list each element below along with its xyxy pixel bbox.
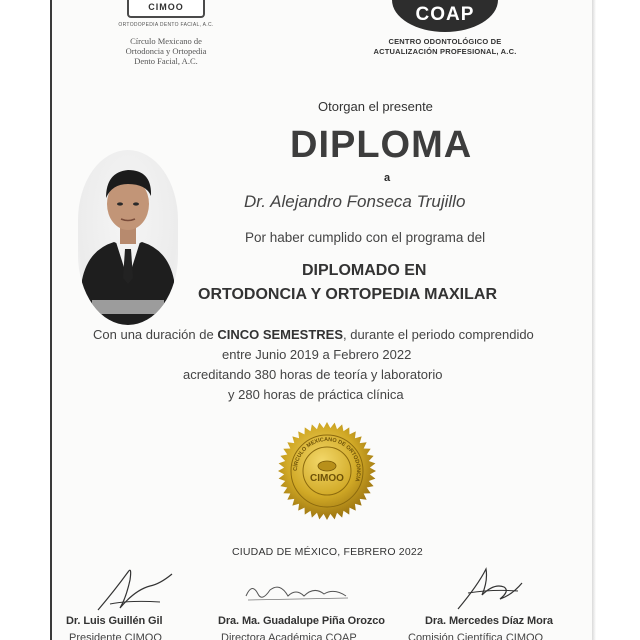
gold-seal-icon xyxy=(277,421,377,521)
cimoo-logo xyxy=(96,0,236,82)
signature-2-role: Directora Académica COAP xyxy=(221,632,357,640)
connector-text: a xyxy=(384,172,391,184)
body-line-4: y 280 horas de práctica clínica xyxy=(228,387,404,402)
coap-sub-line: CENTRO ODONTOLÓGICO DE xyxy=(388,37,502,46)
coap-subtitle xyxy=(360,37,530,56)
coap-sub-line: ACTUALIZACIÓN PROFESIONAL, A.C. xyxy=(373,46,517,56)
cimoo-banner: CIMOO xyxy=(127,0,205,18)
signature-3-icon xyxy=(448,565,528,615)
body-line-1-pre: Con una duración de xyxy=(93,327,218,342)
body-line-2: entre Junio 2019 a Febrero 2022 xyxy=(222,347,412,362)
body-line-3: acreditando 380 horas de teoría y laboratorio xyxy=(183,367,443,382)
intro-text: Otorgan el presente xyxy=(318,99,433,114)
program-line-2: ORTODONCIA Y ORTOPEDIA MAXILAR xyxy=(198,286,497,303)
seal-ring-text: CÍRCULO MEXICANO DE ORTODONCIA xyxy=(292,436,362,483)
recipient-name: Dr. Alejandro Fonseca Trujillo xyxy=(244,192,466,211)
coap-logo xyxy=(360,0,530,56)
program-line-1: DIPLOMADO EN xyxy=(302,262,427,279)
seal-center-text: CIMOO xyxy=(310,473,344,484)
signature-3-role: Comisión Científica CIMOO xyxy=(408,632,544,640)
diploma-title: DIPLOMA xyxy=(290,124,473,166)
body-line-1-post: , durante el periodo comprendido xyxy=(343,327,534,342)
signature-3-name: Dra. Mercedes Díaz Mora xyxy=(425,615,553,627)
signature-2-icon xyxy=(240,578,360,608)
signature-1-name: Dr. Luis Guillén Gil xyxy=(66,615,163,627)
body-line-1 xyxy=(93,327,534,342)
cimoo-arc-text: ORTODOPEDIA DENTO FACIAL, A.C. xyxy=(118,22,214,28)
duration-emphasis: CINCO SEMESTRES xyxy=(217,327,343,342)
cimoo-desc-line: Dento Facial, A.C. xyxy=(134,56,198,66)
signature-1-role: Presidente CIMOO xyxy=(69,632,162,640)
cimoo-description xyxy=(96,36,236,66)
reason-text: Por haber cumplido con el programa del xyxy=(245,230,486,245)
cimoo-desc-line: Ortodoncia y Ortopedia xyxy=(125,46,207,56)
cimoo-desc-line: Círculo Mexicano de xyxy=(130,36,202,46)
signature-1-icon xyxy=(90,560,180,615)
signature-2-name: Dra. Ma. Guadalupe Piña Orozco xyxy=(218,615,385,627)
recipient-photo xyxy=(78,150,178,325)
place-date: CIUDAD DE MÉXICO, FEBRERO 2022 xyxy=(232,546,423,558)
coap-oval: COAP xyxy=(392,0,498,32)
